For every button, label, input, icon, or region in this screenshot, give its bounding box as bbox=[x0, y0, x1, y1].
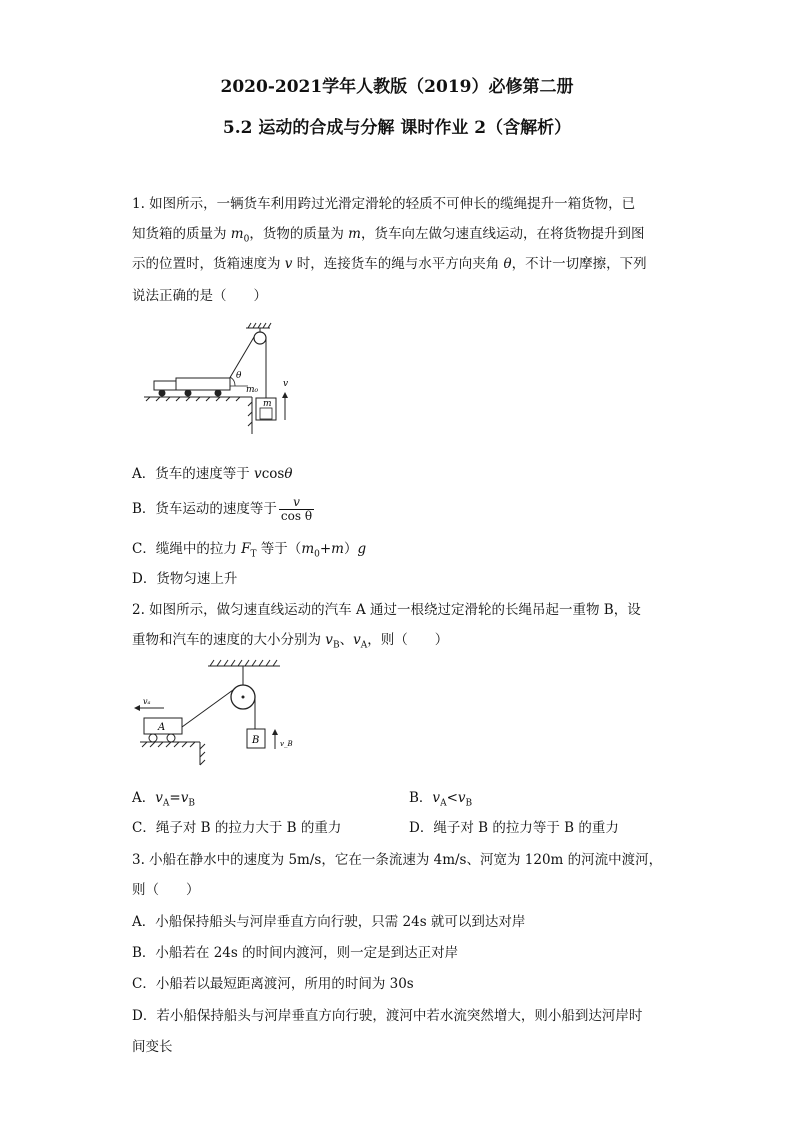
q1-option-c: C．缆绳中的拉力 $F_T$ 等于$(m_0+m)g$ bbox=[132, 541, 367, 560]
q1-stem-line3: 示的位置时，货箱速度为 v 时，连接货车的绳与水平方向夹角 θ，不计一切摩擦，下列 bbox=[132, 256, 647, 272]
q2-stem-line2: 重物和汽车的速度的大小分别为 $v_B$、$v_A$，则（ ） bbox=[132, 632, 449, 651]
q3-option-d-line2: 间变长 bbox=[132, 1039, 173, 1055]
q2-car-pulley-figure bbox=[130, 657, 305, 767]
q3-option-d-line1: D．若小船保持船头与河岸垂直方向行驶，渡河中若水流突然增大，则小船到达河岸时 bbox=[132, 1008, 643, 1024]
q2-option-c: C．绳子对 B 的拉力大于 B 的重力 bbox=[132, 820, 342, 836]
q3-stem-line1: 3. 小船在静水中的速度为 5m/s，它在一条流速为 4m/s、河宽为 120m 的河流中渡河， bbox=[132, 852, 663, 868]
q3-stem-line2: 则（ ） bbox=[132, 882, 200, 898]
q3-option-a: A．小船保持船头与河岸垂直方向行驶，只需 24s 就可以到达对岸 bbox=[132, 914, 526, 930]
q1-option-a: A．货车的速度等于 vcosθ bbox=[132, 466, 293, 482]
q1-option-d: D．货物匀速上升 bbox=[132, 571, 238, 587]
angle-arc bbox=[230, 377, 235, 386]
va-label: vₐ bbox=[143, 697, 151, 706]
q3-option-b: B．小船若在 24s 的时间内渡河，则一定是到达正对岸 bbox=[132, 945, 459, 961]
q2-stem-line1: 2. 如图所示，做匀速直线运动的汽车 A 通过一根绕过定滑轮的长绳吊起一重物 B，设 bbox=[132, 602, 641, 618]
q2-option-d: D．绳子对 B 的拉力等于 B 的重力 bbox=[409, 820, 619, 836]
rope-to-car bbox=[182, 690, 233, 727]
q2-option-b: B．$v_A<v_B$ bbox=[409, 790, 473, 809]
q1-stem-line1: 1. 如图所示，一辆货车利用跨过光滑定滑轮的轻质不可伸长的缆绳提升一箱货物，已 bbox=[132, 196, 636, 212]
v-label: v bbox=[283, 379, 289, 389]
ground bbox=[140, 742, 205, 765]
theta-label: θ bbox=[236, 371, 242, 381]
ground bbox=[144, 397, 252, 434]
m0-label: m₀ bbox=[246, 385, 259, 395]
page-title-line1: 2020-2021学年人教版（2019）必修第二册 bbox=[220, 77, 574, 97]
m-label: m bbox=[263, 399, 272, 409]
car-a-label: A bbox=[158, 722, 166, 733]
vb-label: v_B bbox=[280, 740, 293, 748]
q1-option-b: B．货车运动的速度等于 $\frac{v}{\text{cos θ}}$ bbox=[132, 495, 313, 523]
q1-stem-line2: 知货箱的质量为 $m_0$，货物的质量为 m，货车向左做匀速直线运动，在将货物提升到图 bbox=[132, 226, 645, 245]
ceiling-hatch bbox=[208, 660, 280, 685]
truck bbox=[154, 378, 230, 397]
q2-option-a: A．$v_A=v_B$ bbox=[132, 790, 195, 809]
page-title-line2: 5.2 运动的合成与分解 课时作业 2（含解析） bbox=[222, 118, 572, 138]
q1-truck-pulley-figure bbox=[140, 322, 310, 437]
q3-option-c: C．小船若以最短距离渡河，所用的时间为 30s bbox=[132, 976, 414, 992]
pulley bbox=[254, 332, 266, 344]
weight-b-label: B bbox=[252, 735, 260, 746]
q1-option-b-fraction: $\frac{v}{\text{cos θ}}$ bbox=[280, 495, 313, 523]
cargo bbox=[260, 408, 272, 419]
q1-stem-line4: 说法正确的是（ ） bbox=[132, 288, 267, 304]
